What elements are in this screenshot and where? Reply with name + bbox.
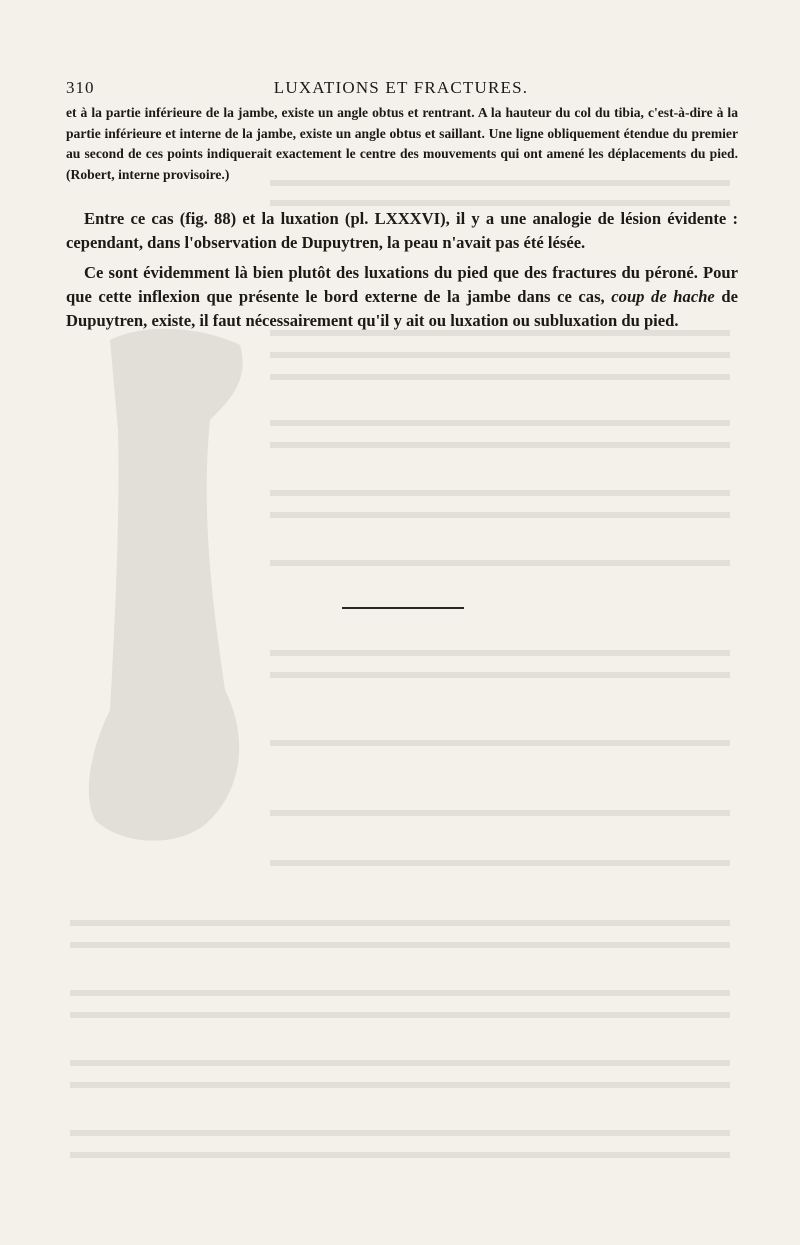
ghost-line bbox=[270, 810, 730, 816]
ghost-line bbox=[270, 420, 730, 426]
ghost-line bbox=[270, 374, 730, 380]
leg-silhouette bbox=[89, 329, 243, 841]
ghost-line bbox=[270, 860, 730, 866]
observation-block bbox=[66, 103, 738, 185]
ghost-line bbox=[70, 920, 730, 926]
ghost-line bbox=[270, 560, 730, 566]
paragraph-2 bbox=[66, 261, 738, 333]
ghost-line bbox=[270, 442, 730, 448]
ghost-line bbox=[270, 352, 730, 358]
section-divider bbox=[342, 607, 464, 609]
paragraph-1: Entre ce cas (fig. 88) et la luxation (pl. LXXXVI), il y a une analogie de lésion évidente : cependant, dans l'observation de Dupuytren, la peau n'avait pas été lésée. bbox=[66, 209, 738, 252]
ghost-line bbox=[70, 1130, 730, 1136]
page-number: 310 bbox=[66, 78, 95, 97]
ghost-line bbox=[270, 650, 730, 656]
ghost-line bbox=[270, 200, 730, 206]
paragraph-2-italic: coup de hache bbox=[611, 287, 715, 306]
observation-paragraph: et à la partie inférieure de la jambe, existe un angle obtus et rentrant. A la hauteur du col du tibia, c'est-à-dire à la partie inférieure et interne de la jambe, existe un angle obtus et saillant. Une ligne obliquement étendue du premier au second de ces points indiquerait exactement le centre des mouvements qui ont amené les déplacements du pied. (Robert, interne provisoire.) bbox=[66, 105, 738, 182]
ghost-line bbox=[70, 1060, 730, 1066]
running-title: LUXATIONS ET FRACTURES. bbox=[273, 78, 529, 97]
ghost-line bbox=[70, 1082, 730, 1088]
ghost-line bbox=[70, 1152, 730, 1158]
page-header bbox=[66, 78, 736, 100]
paragraph-2-text: Ce sont évidemment là bien plutôt des luxations du pied que des fractures du péroné. Pour que cette inflexion que présente le bord externe de la jambe dans ce cas, bbox=[66, 263, 738, 306]
main-text bbox=[66, 207, 738, 335]
ghost-line bbox=[270, 512, 730, 518]
ghost-line bbox=[270, 740, 730, 746]
ghost-line bbox=[70, 1012, 730, 1018]
ghost-line bbox=[270, 672, 730, 678]
ghost-line bbox=[70, 942, 730, 948]
ghost-line bbox=[270, 490, 730, 496]
paragraph-2-text-end: de Dupuytren, existe, il faut nécessairement qu'il y ait ou luxation ou subluxation du pied. bbox=[66, 287, 738, 330]
ghost-line bbox=[70, 990, 730, 996]
